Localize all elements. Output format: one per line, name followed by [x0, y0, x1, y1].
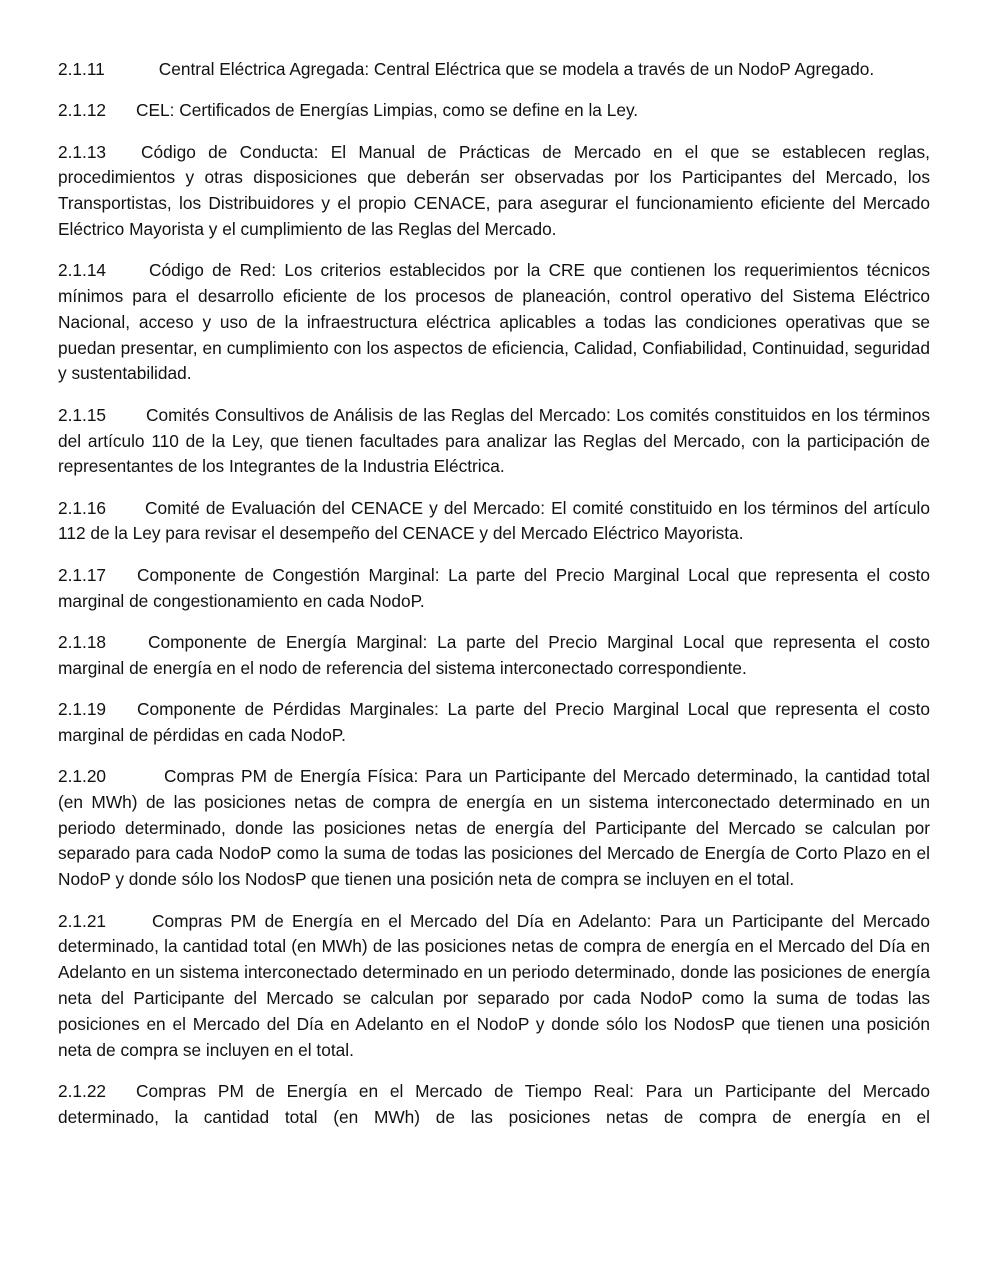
clause-number: 2.1.11 [58, 59, 105, 79]
definition-2-1-14 [58, 258, 930, 387]
clause-text: Componente de Energía Marginal: La parte del Precio Marginal Local que representa el costo marginal de energía en el nodo de referencia del sistema interconectado correspondiente. [58, 631, 930, 678]
clause-number: 2.1.22 [58, 1080, 107, 1101]
clause-number: 2.1.18 [58, 631, 107, 652]
clause-text: CEL: Certificados de Energías Limpias, como se define en la Ley. [136, 100, 639, 121]
clause-text: Central Eléctrica Agregada: Central Eléctrica que se modela a través de un NodoP Agregado. [158, 59, 875, 79]
clause-text: Componente de Congestión Marginal: La parte del Precio Marginal Local que representa el costo marginal de congestionamiento en cada NodoP. [58, 564, 930, 611]
definition-2-1-12 [58, 98, 930, 124]
definition-2-1-13 [58, 140, 930, 243]
clause-text: Compras PM de Energía en el Mercado de Tiempo Real: Para un Participante del Mercado determinado, la cantidad total (en MWh) de las posiciones netas de compra de energía en el [58, 1080, 930, 1127]
clause-number: 2.1.17 [58, 564, 107, 585]
definition-2-1-20 [58, 764, 930, 893]
clause-number: 2.1.14 [58, 260, 107, 281]
clause-text: Comité de Evaluación del CENACE y del Mercado: El comité constituido en los términos del artículo 112 de la Ley para revisar el desempeño del CENACE y del Mercado Eléctrico Mayorista. [58, 497, 930, 544]
definition-2-1-16 [58, 496, 930, 548]
clause-number: 2.1.12 [58, 100, 107, 121]
clause-number: 2.1.15 [58, 404, 107, 425]
definition-2-1-21 [58, 909, 930, 1064]
definition-2-1-15 [58, 403, 930, 480]
clause-text: Componente de Pérdidas Marginales: La parte del Precio Marginal Local que representa el costo marginal de pérdidas en cada NodoP. [58, 698, 930, 745]
definition-2-1-22 [58, 1079, 930, 1131]
clause-number: 2.1.21 [58, 910, 107, 931]
clause-text: Comités Consultivos de Análisis de las Reglas del Mercado: Los comités constituidos en los términos del artículo 110 de la Ley, que tienen facultades para analizar las Reglas del Mercado, con la participación de representantes de los Integrantes de la Industria Eléctrica. [58, 404, 930, 477]
clause-text: Compras PM de Energía Física: Para un Participante del Mercado determinado, la cantidad total (en MWh) de las posiciones netas de compra de energía en un sistema interconectado determinado en un periodo determinado, donde las posiciones netas de energía del Participante del Mercado se calculan por separado para cada NodoP como la suma de todas las posiciones del Mercado de Energía de Corto Plazo en el NodoP y donde sólo los NodosP que tienen una posición neta de compra se incluyen en el total. [58, 766, 930, 890]
definition-2-1-11 [58, 57, 930, 83]
clause-number: 2.1.20 [58, 766, 107, 787]
clause-text: Código de Conducta: El Manual de Prácticas de Mercado en el que se establecen reglas, procedimientos y otras disposiciones que deberán ser observadas por los Participantes del Mercado, los Transportistas, los Distribuidores y el propio CENACE, para asegurar el funcionamiento eficiente del Mercado Eléctrico Mayorista y el cumplimiento de las Reglas del Mercado. [58, 141, 930, 239]
clause-text: Código de Red: Los criterios establecidos por la CRE que contienen los requerimientos técnicos mínimos para el desarrollo eficiente de los procesos de planeación, control operativo del Sistema Eléctrico Nacional, acceso y uso de la infraestructura eléctrica aplicables a todas las condiciones operativas que se puedan presentar, en cumplimiento con los aspectos de eficiencia, Calidad, Confiabilidad, Continuidad, seguridad y sustentabilidad. [58, 260, 930, 384]
definition-2-1-17 [58, 563, 930, 615]
clause-text: Compras PM de Energía en el Mercado del Día en Adelanto: Para un Participante del Mercado determinado, la cantidad total (en MWh) de las posiciones netas de compra de energía en el Mercado del Día en Adelanto en un sistema interconectado determinado en un periodo determinado, donde las posiciones de energía neta del Participante del Mercado se calculan por separado por cada NodoP como la suma de todas las posiciones en el Mercado del Día en Adelanto en el NodoP y donde sólo los NodosP que tienen una posición neta de compra se incluyen en el total. [58, 910, 930, 1060]
clause-number: 2.1.19 [58, 698, 107, 719]
clause-number: 2.1.16 [58, 497, 107, 518]
definition-2-1-19 [58, 697, 930, 749]
definition-2-1-18 [58, 630, 930, 682]
document-page [58, 57, 930, 1146]
clause-number: 2.1.13 [58, 141, 107, 162]
